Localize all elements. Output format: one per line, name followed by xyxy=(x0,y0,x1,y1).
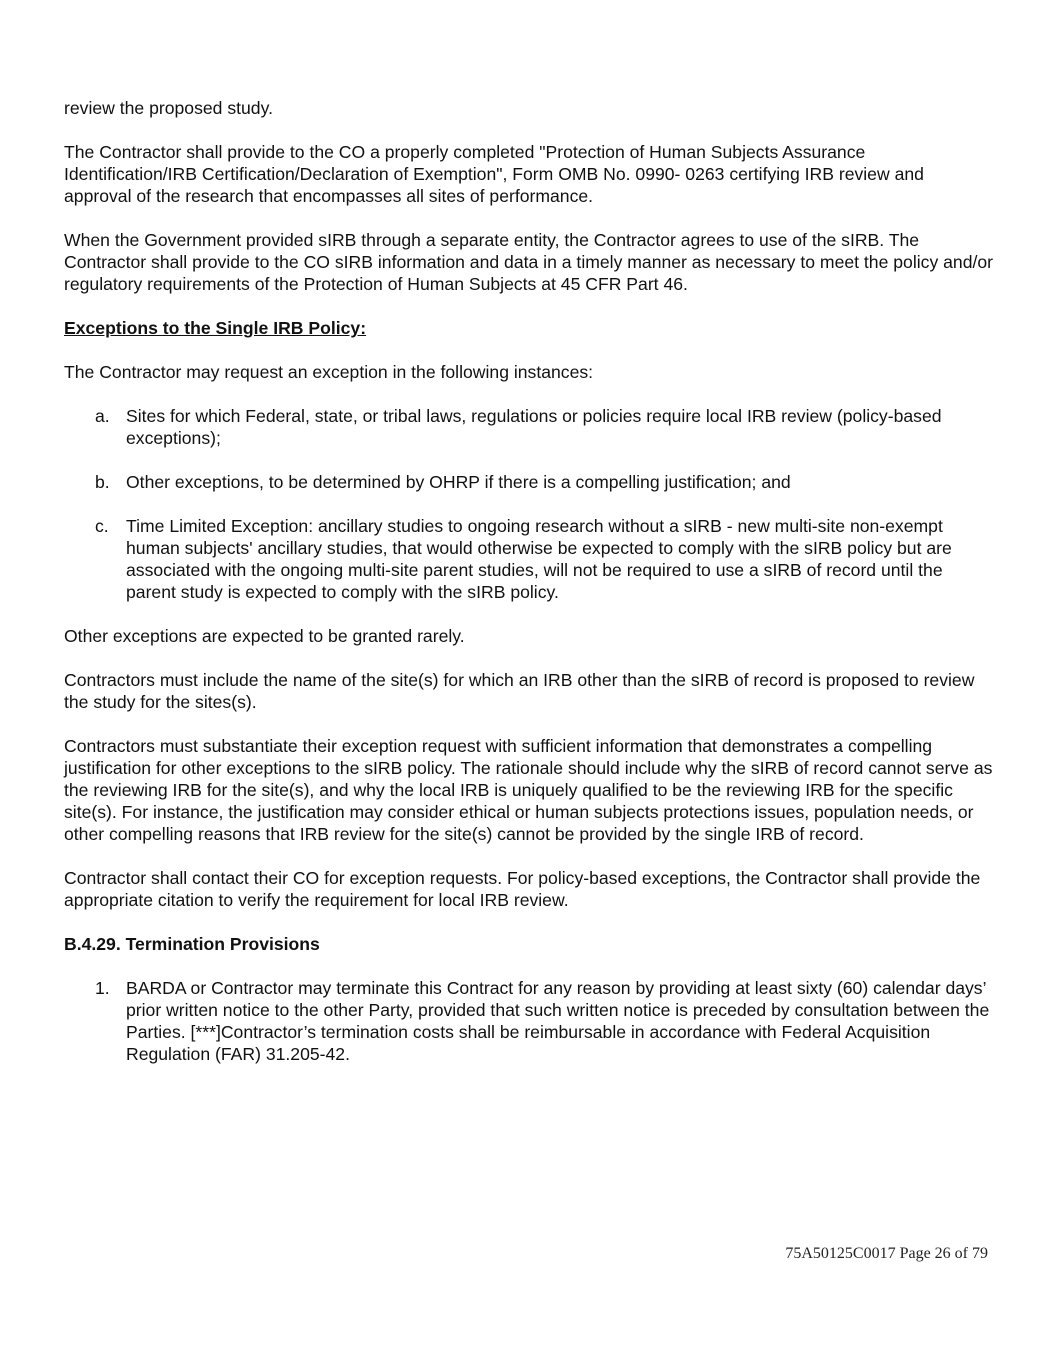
section-heading-termination: B.4.29. Termination Provisions xyxy=(64,934,320,954)
paragraph: The Contractor shall provide to the CO a properly completed "Protection of Human Subjects Assurance Identification/IRB Certification/Declaration of Exemption", Form OMB No. 0990- 0263 certifying IRB review and approval of the research that encompasses all sites of performance. xyxy=(64,142,924,206)
paragraph: Contractors must substantiate their exception request with sufficient information that demonstrates a compelling justification for other exceptions to the sIRB policy. The rationale should include why the sIRB of record cannot serve as the reviewing IRB for the site(s), and why the local IRB is uniquely qualified to be the reviewing IRB for the specific site(s). For instance, the justification may consider ethical or human subjects protections issues, population needs, or other compelling reasons that IRB review for the site(s) cannot be provided by the single IRB of record. xyxy=(64,736,993,844)
paragraph: Other exceptions are expected to be granted rarely. xyxy=(64,626,465,646)
paragraph: Contractors must include the name of the site(s) for which an IRB other than the sIRB of record is proposed to review the study for the sites(s). xyxy=(64,670,975,712)
paragraph: When the Government provided sIRB through a separate entity, the Contractor agrees to use of the sIRB. The Contractor shall provide to the CO sIRB information and data in a timely manner as necessary to meet the policy and/or regulatory requirements of the Protection of Human Subjects at 45 CFR Part 46. xyxy=(64,230,994,294)
list-marker: c. xyxy=(95,516,109,536)
list-item-text: Other exceptions, to be determined by OHRP if there is a compelling justification; and xyxy=(126,472,791,492)
list-marker: 1. xyxy=(95,978,110,998)
exceptions-list xyxy=(64,405,996,603)
list-marker: b. xyxy=(95,472,110,492)
list-marker: a. xyxy=(95,406,110,426)
list-item xyxy=(64,977,996,1065)
list-item-text: Sites for which Federal, state, or tribal laws, regulations or policies require local IRB review (policy-based exceptions); xyxy=(126,406,942,448)
document-page xyxy=(64,97,996,1087)
termination-list xyxy=(64,977,996,1065)
list-item xyxy=(64,471,996,493)
paragraph: Contractor shall contact their CO for exception requests. For policy-based exceptions, the Contractor shall provide the appropriate citation to verify the requirement for local IRB review. xyxy=(64,868,981,910)
paragraph: The Contractor may request an exception in the following instances: xyxy=(64,362,594,382)
page-footer: 75A50125C0017 Page 26 of 79 xyxy=(785,1245,988,1262)
section-heading-exceptions: Exceptions to the Single IRB Policy: xyxy=(64,318,367,338)
list-item xyxy=(64,515,996,603)
paragraph: review the proposed study. xyxy=(64,98,273,118)
list-item-text: Time Limited Exception: ancillary studies to ongoing research without a sIRB - new multi-site non-exempt human subjects' ancillary studies, that would otherwise be expected to comply with the sIRB policy but are associated with the ongoing multi-site parent studies, will not be required to use a sIRB of record until the parent study is expected to comply with the sIRB policy. xyxy=(126,516,952,602)
list-item-text: BARDA or Contractor may terminate this Contract for any reason by providing at least sixty (60) calendar days’ prior written notice to the other Party, provided that such written notice is preceded by consultation between the Parties. [***]Contractor’s termination costs shall be reimbursable in accordance with Federal Acquisition Regulation (FAR) 31.205-42. xyxy=(126,978,990,1064)
list-item xyxy=(64,405,996,449)
